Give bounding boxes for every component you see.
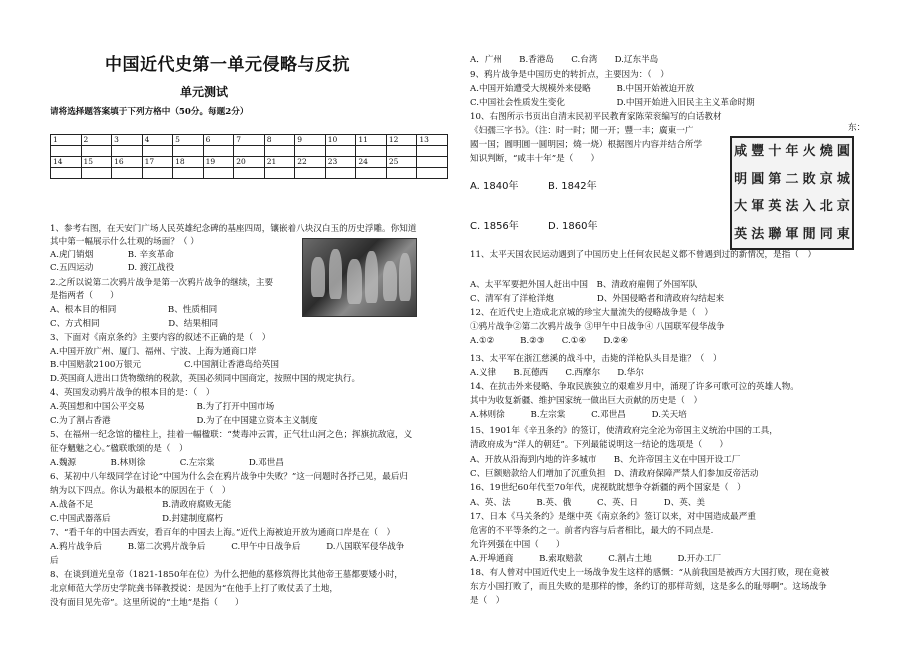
question-line: A.鸦片战争后 B.第二次鸦片战争后 C.甲午中日战争后 D.八国联军侵华战争	[50, 542, 405, 552]
question-line: 东方小国打败了，而且失败的是那样的惨，条约订的那样苛刻，这是多么的耻辱啊”。这场战争	[470, 582, 827, 592]
calligraphy-char: 英	[768, 199, 782, 215]
question-line: 危害的不平等条约之一。前者内容与后者相比，最大的不同点是.	[470, 526, 714, 536]
page-subtitle: 单元测试	[180, 85, 229, 99]
question-line: A.义律 B.瓦德西 C.西摩尔 D.华尔	[470, 368, 644, 378]
calligraphy-char: 年	[785, 144, 799, 160]
question-line: 其中为收复新疆、维护国家统一做出巨大贡献的历史是（ ）	[470, 396, 703, 406]
answer-input-cell[interactable]	[234, 168, 265, 179]
question-line: 4、英国发动鸦片战争的根本目的是：（ ）	[50, 388, 215, 398]
answer-input-cell[interactable]	[295, 168, 326, 179]
question-line: C、巨额赔款给人们增加了沉重负担 D、清政府保障严禁人们参加反帝活动	[470, 469, 759, 479]
answer-number-cell: 5	[173, 135, 204, 146]
instruction-text: 请将选择题答案填于下列方格中（50分。每题2分）	[50, 107, 249, 117]
answer-number-cell: 15	[81, 157, 112, 168]
answer-number-cell: 13	[417, 135, 448, 146]
calligraphy-char: 京	[819, 171, 833, 187]
question-line: B.中国赔款2100万银元 C.中国割让香港岛给英国	[50, 360, 279, 370]
answer-input-cell[interactable]	[417, 168, 448, 179]
calligraphy-char: 京	[836, 199, 850, 215]
calligraphy-char: 英	[734, 226, 748, 242]
calligraphy-char: 城	[836, 171, 850, 187]
question-line: ①鸦片战争②第二次鸦片战争 ③甲午中日战争④ 八国联军侵华战争	[470, 322, 725, 332]
calligraphy-char: 第	[768, 171, 782, 187]
question-line: 1、参考右图，在天安门广场人民英雄纪念碑的基座四周，镶嵌着八块汉白玉的历史浮雕。你知道	[50, 224, 417, 234]
question-line: 3、下面对《南京条约》主要内容的叙述不正确的是（ ）	[50, 333, 271, 343]
answer-number-cell: 10	[325, 135, 356, 146]
calligraphy-char: 圓	[836, 144, 850, 160]
calligraphy-char: 大	[734, 199, 748, 215]
calligraphy-char: 咸	[734, 144, 748, 160]
answer-number-cell: 18	[173, 157, 204, 168]
calligraphy-char: 法	[751, 226, 765, 242]
question-line: A.中国开始遭受大规模外来侵略 B.中国开始被迫开放	[470, 84, 695, 94]
answer-number-cell: 4	[142, 135, 173, 146]
question-line: A.英国想和中国公平交易 B.为了打开中国市场	[50, 402, 275, 412]
answer-input-cell[interactable]	[112, 146, 143, 157]
q10-tail-text: 东：	[848, 123, 866, 133]
answer-input-cell[interactable]	[264, 146, 295, 157]
question-line: 8、在谈到道光皇帝（1821-1850年在位）为什么把他的墓修筑得比其他帝王墓都要矮小时，	[50, 570, 403, 580]
calligraphy-char: 聯	[768, 226, 782, 242]
answer-number-cell: 16	[112, 157, 143, 168]
question-line: 是指两者（ ）	[50, 291, 119, 301]
answer-number-cell: 14	[51, 157, 82, 168]
question-line: 12、在近代史上造成北京城的珍宝大量流失的侵略战争是（ ）	[470, 308, 713, 318]
question-line: 征夺魑魅之心。”楹联歌颂的是（ ）	[50, 444, 188, 454]
question-line: 后	[50, 556, 59, 566]
question-line: C.五四运动 D. 渡江战役	[50, 263, 175, 273]
question-line: 是（ ）	[470, 596, 505, 606]
question-line: A.林则徐 B.左宗棠 C.邓世昌 D.关天培	[470, 410, 687, 420]
question-line: A、太平军要把外国人赶出中国 B、清政府雇佣了外国军队	[470, 280, 698, 290]
question-line: 5、在福州一纪念馆的楹柱上，挂着一幅楹联：“焚毒冲云霄，正气壮山河之色；挥旗抗敌寇，义	[50, 430, 413, 440]
answer-number-cell: 9	[295, 135, 326, 146]
calligraphy-char: 入	[802, 199, 816, 215]
answer-input-cell[interactable]	[356, 146, 387, 157]
question-line: A、根本目的相同 B、性质相同	[50, 305, 218, 315]
answer-row-header	[51, 157, 448, 168]
answer-input-cell[interactable]	[386, 146, 417, 157]
question-line: A.战备不足 B.清政府腐败无能	[50, 500, 232, 510]
question-line: 13、太平军在浙江慈溪的战斗中，击毙的洋枪队头目是谁？（ ）	[470, 354, 722, 364]
question-line: 18、有人曾对中国近代史上一场战争发生这样的感慨：“从前我国是被西方大国打败，现在竟被	[470, 568, 830, 578]
answer-input-cell[interactable]	[234, 146, 265, 157]
answer-number-cell: 1	[51, 135, 82, 146]
answer-number-cell: 20	[234, 157, 265, 168]
calligraphy-char: 北	[819, 199, 833, 215]
answer-input-cell[interactable]	[203, 168, 234, 179]
answer-input-cell[interactable]	[112, 168, 143, 179]
calligraphy-char: 軍	[751, 199, 765, 215]
question-line: A、开放从沿海到内地的许多城市 B、允许帝国主义在中国开设工厂	[470, 455, 741, 465]
answer-number-cell: 21	[264, 157, 295, 168]
question-line: A.魏源 B.林则徐 C.左宗棠 D.邓世昌	[50, 458, 284, 468]
question-line: 16、19世纪60年代至70年代，虎视眈眈想争夺新疆的两个国家是（ ）	[470, 483, 746, 493]
answer-number-cell: 3	[112, 135, 143, 146]
answer-number-cell: 2	[81, 135, 112, 146]
question-line: 17、日本《马关条约》是继中英《南京条约》签订以来，对中国造成最严重	[470, 512, 756, 522]
page-title: 中国近代史第一单元侵略与反抗	[105, 55, 350, 75]
answer-number-cell: 8	[264, 135, 295, 146]
answer-number-cell	[417, 157, 448, 168]
answer-input-cell[interactable]	[295, 146, 326, 157]
answer-input-cell[interactable]	[51, 146, 82, 157]
question-line: C、清军有了洋枪洋炮 D、外国侵略者和清政府勾结起来	[470, 294, 725, 304]
answer-input-cell[interactable]	[264, 168, 295, 179]
answer-input-cell[interactable]	[81, 146, 112, 157]
answer-number-cell: 24	[356, 157, 387, 168]
answer-input-cell[interactable]	[386, 168, 417, 179]
calligraphy-char: 豐	[751, 144, 765, 160]
question-line: C.为了割占香港 D.为了在中国建立资本主义制度	[50, 416, 318, 426]
question-line: 《妇孺三字书》。（注：时一时；閒一开；豐一丰；廣東一广	[470, 126, 694, 136]
question-line: 没有面目见先帝”。这里所说的“土地”是指（ ）	[50, 598, 244, 608]
answer-number-cell: 22	[295, 157, 326, 168]
answer-table	[50, 134, 448, 179]
calligraphy-char: 東	[836, 226, 850, 242]
answer-input-cell[interactable]	[142, 168, 173, 179]
question-line: 知识判断，“咸丰十年”是（ ）	[470, 154, 600, 164]
answer-number-cell: 17	[142, 157, 173, 168]
answer-input-cell[interactable]	[173, 168, 204, 179]
monument-relief-image	[302, 238, 417, 317]
question-line: 7、“看千年的中国去西安，看百年的中国去上海。”近代上海被迫开放为通商口岸是在（ ）	[50, 528, 396, 538]
textbook-page-image	[730, 136, 854, 250]
question-line: 其中第一幅展示什么壮观的场面？（ ）	[50, 237, 199, 247]
question-line: A.开埠通商 B.索取赔款 C.割占土地 D.开办工厂	[470, 554, 722, 564]
question-line: C.中国武器落后 D.封建制度腐朽	[50, 514, 224, 524]
calligraphy-char: 明	[734, 171, 748, 187]
answer-number-cell: 6	[203, 135, 234, 146]
answer-number-cell: 19	[203, 157, 234, 168]
q10-option-c: C. 1856年	[470, 221, 519, 232]
calligraphy-char: 十	[768, 144, 782, 160]
question-line: 14、在抗击外来侵略、争取民族独立的艰难岁月中，涌现了许多可歌可泣的英雄人物。	[470, 382, 799, 392]
calligraphy-char: 同	[819, 226, 833, 242]
answer-input-cell[interactable]	[203, 146, 234, 157]
answer-row-input[interactable]	[51, 146, 448, 157]
answer-number-cell: 7	[234, 135, 265, 146]
question-line: A.中国开放广州、厦门、福州、宁波、上海为通商口岸	[50, 347, 257, 357]
question-line: 清政府成为“洋人的朝廷”。下列最能说明这一结论的选项是（ ）	[470, 440, 729, 450]
answer-number-cell: 23	[325, 157, 356, 168]
question-line: C.中国社会性质发生变化 D.中国开始进入旧民主主义革命时期	[470, 98, 755, 108]
calligraphy-char: 二	[785, 171, 799, 187]
q10-option-a: A. 1840年	[470, 181, 519, 192]
q10-option-b: B. 1842年	[548, 181, 597, 192]
question-line: A.①② B.②③ C.①④ D.②④	[470, 336, 629, 346]
question-line: 允许列强在中国（ ）	[470, 540, 565, 550]
answer-row-header	[51, 135, 448, 146]
calligraphy-char: 敗	[802, 171, 816, 187]
answer-input-cell[interactable]	[51, 168, 82, 179]
question-line: 國一国；圓明圓一圆明园；燒一烧）根据图片内容并结合所学	[470, 140, 703, 150]
answer-input-cell[interactable]	[173, 146, 204, 157]
answer-number-cell: 12	[386, 135, 417, 146]
question-line: 15、1901年《辛丑条约》的签订，使清政府完全沦为帝国主义统治中国的工具，	[470, 426, 778, 436]
question-line: 10、右图所示书页出自清末民初平民教育家陈荣衮编写的白话教材	[470, 112, 722, 122]
question-line: 9、鸦片战争是中国历史的转折点，主要因为：（ ）	[470, 70, 669, 80]
answer-input-cell[interactable]	[417, 146, 448, 157]
q10-option-d: D. 1860年	[548, 221, 598, 232]
question-line: A、英、法 B.英、俄 C、英、日 D、英、美	[470, 498, 705, 508]
question-line: C、方式相同 D、结果相同	[50, 319, 219, 329]
calligraphy-char: 火	[802, 144, 816, 160]
question-line: 11、太平天国农民运动遇到了中国历史上任何农民起义都不曾遇到过的新情况，是指（ ）	[470, 250, 817, 260]
answer-input-cell[interactable]	[356, 168, 387, 179]
answer-input-cell[interactable]	[142, 146, 173, 157]
calligraphy-char: 圓	[751, 171, 765, 187]
question-line: D.英国商人进出口货物缴纳的税款，英国必须同中国商定，按照中国的规定执行。	[50, 374, 361, 384]
calligraphy-char: 燒	[819, 144, 833, 160]
answer-input-cell[interactable]	[81, 168, 112, 179]
answer-number-cell: 11	[356, 135, 387, 146]
question-line: A.虎门销烟 B. 辛亥革命	[50, 250, 174, 260]
answer-number-cell: 25	[386, 157, 417, 168]
calligraphy-char: 閒	[802, 226, 816, 242]
answer-input-cell[interactable]	[325, 168, 356, 179]
question-line: 6、某初中八年级同学在讨论“中国为什么会在鸦片战争中失败？”这一问题时各抒己见，最后归	[50, 472, 409, 482]
question-line: 北京师范大学历史学院龚书铎教授说：是因为“在他手上打了败仗丢了土地，	[50, 584, 338, 594]
calligraphy-char: 軍	[785, 226, 799, 242]
answer-row-input[interactable]	[51, 168, 448, 179]
answer-input-cell[interactable]	[325, 146, 356, 157]
question-line: A．广州 B.香港岛 C.台湾 D.辽东半岛	[470, 55, 659, 65]
calligraphy-char: 法	[785, 199, 799, 215]
question-line: 纳为以下四点。你认为最根本的原因在于（ ）	[50, 486, 231, 496]
question-line: 2.之所以说第二次鸦片战争是第一次鸦片战争的继续，主要	[50, 278, 274, 288]
